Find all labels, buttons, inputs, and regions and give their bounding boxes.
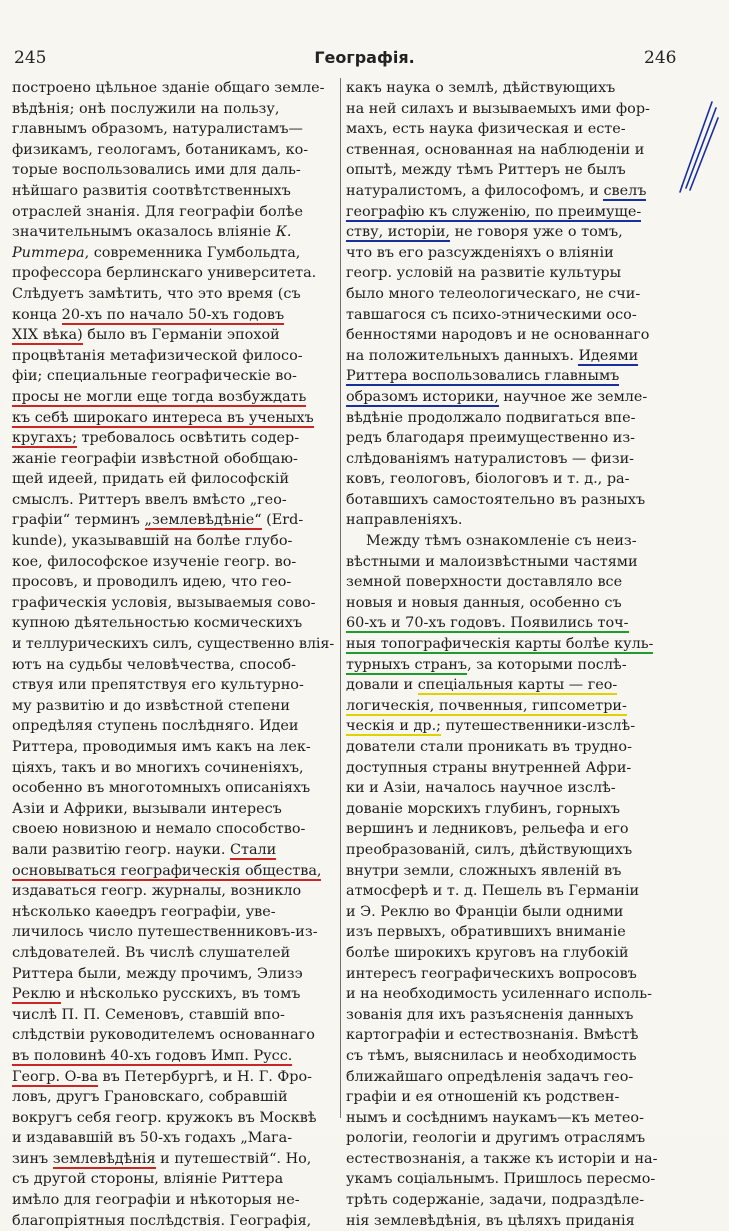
text-segment: слѣдованіямъ натуралистовъ — физи- [346,450,635,467]
text-segment: ближайшаго опредѣленія задачъ гео- [346,1068,634,1085]
text-line [12,1025,334,1046]
text-segment: геогр. условій на развитіе культуры [346,265,622,282]
underlined-text: образомъ историки, [346,388,499,405]
text-segment: ютъ на судьбы человѣчества, способ- [12,656,296,673]
text-line [12,799,334,820]
text-segment: процвѣтанія метафизической филосо- [12,347,303,364]
text-segment: какъ наука о землѣ, дѣйствующихъ [346,80,616,96]
text-segment: ботавшихъ самостоятельно въ разныхъ [346,491,646,508]
text-segment: съ другой стороны, вліяніе Риттера [12,1171,284,1188]
text-segment: ціяхъ, такъ и во многихъ сочиненіяхъ, [12,759,304,776]
text-segment: натуралистомъ, а философомъ, и [346,182,604,199]
text-line [346,984,694,1005]
text-segment: ствуя или препятствуя его культурно- [12,677,304,694]
text-segment: конца [12,306,62,323]
text-segment: нія землевѣдѣнія, въ цѣляхъ приданія [346,1212,635,1229]
text-line [12,1211,334,1231]
text-segment: нѣсколько каѳедръ географіи, уве- [12,903,276,920]
underlined-text: ныя топографическія карты болѣе куль- [346,636,654,653]
text-segment: торые воспользовались ими для даль- [12,162,301,179]
text-line [346,1190,694,1211]
text-line [12,881,334,902]
text-segment: слѣдствіи руководителемъ основаннаго [12,1027,315,1044]
text-line [12,263,334,284]
text-line [12,119,334,140]
text-segment: нѣйшаго развитія соотвѣтственныхъ [12,182,291,199]
text-segment: жаніе географіи извѣстной обобщаю- [12,450,298,467]
text-line [12,1108,334,1129]
text-line [12,78,334,99]
text-segment: кое, философское изученіе геогр. во- [12,553,297,570]
text-segment: бенностями народовъ и не основаннаго [346,327,650,344]
text-line [346,119,694,140]
underlined-text: логическія, почвенныя, гипсометри- [346,697,627,714]
text-line [12,902,334,923]
text-line [346,490,694,511]
text-segment: издаваться геогр. журналы, возникло [12,883,302,900]
text-column-left [12,78,334,1231]
underlined-text: турныхъ странъ [346,656,468,673]
text-segment: вокругъ себя геогр. кружокъ въ Москвѣ [12,1109,317,1126]
text-segment: опытѣ, между тѣмъ Риттеръ не былъ [346,162,626,179]
text-segment: картографіи и естествознанія. Вмѣстѣ [346,1027,639,1044]
text-segment: укамъ соціальнымъ. Пришлось пересмо- [346,1171,656,1188]
text-segment: вали развитію геогр. науки. [12,841,230,858]
text-segment: построено цѣльное зданіе общаго земле- [12,80,325,96]
underlined-text: свелъ [603,182,647,199]
text-line [12,1128,334,1149]
text-line [12,469,334,490]
text-line [346,1128,694,1149]
underlined-text: ческія и др.; [346,718,442,735]
text-line [346,861,694,882]
text-line [346,222,694,243]
text-line [12,1005,334,1026]
text-line [346,202,694,223]
text-line [12,943,334,964]
text-line [12,366,334,387]
underlined-text: землевѣдѣнія [52,1150,156,1167]
text-line [12,510,334,531]
text-line [12,737,334,758]
text-line [346,1149,694,1170]
text-line [12,449,334,470]
text-line [12,428,334,449]
text-segment: не говоря уже о томъ, [450,224,623,241]
text-line [12,140,334,161]
running-title: Географія. [314,48,415,67]
text-segment: естествознанія, а также къ исторіи и на- [346,1150,658,1167]
text-line [346,593,694,614]
text-segment: ки и Азіи, началось научное изслѣ- [346,780,616,797]
text-segment: графіи и ея отношеній къ родствен- [346,1089,620,1106]
text-line [12,408,334,429]
text-line [12,284,334,305]
text-line [346,1108,694,1129]
text-segment: атмосферѣ и т. д. Пешель въ Германіи [346,883,640,900]
text-segment: ковъ, геологовъ, біологовъ и т. д., ра- [346,471,630,488]
text-line [346,284,694,305]
text-line [12,387,334,408]
text-line [346,1025,694,1046]
text-segment: научное же земле- [498,388,648,405]
text-line [12,1149,334,1170]
underlined-text: основываться географическія общества, [12,862,322,879]
text-segment: вершинъ и ледниковъ, рельефа и его [346,821,629,838]
underlined-text: въ половинѣ 40-хъ годовъ Имп. Русс. [12,1047,293,1064]
underlined-text: Реклю [12,986,61,1003]
text-segment: просовъ, и проводилъ идею, что гео- [12,574,292,591]
text-line [346,243,694,264]
text-line [346,1169,694,1190]
text-line [346,552,694,573]
text-segment: профессора берлинскаго университета. [12,265,317,282]
text-segment: , за которыми послѣ- [467,656,627,673]
text-segment: К. [275,224,292,241]
text-segment: му развитію и до извѣстной степени [12,697,290,714]
underlined-text: ству, исторіи, [346,224,450,241]
page-number-left: 245 [14,48,47,68]
text-segment: новыя и новыя данныя, особенно съ [346,594,622,611]
text-line [346,613,694,634]
text-segment: на ней силахъ и вызываемыхъ ими фор- [346,100,650,117]
text-segment: графіи“ терминъ [12,512,145,529]
text-line [12,861,334,882]
text-line [346,675,694,696]
text-segment: значительнымъ оказалось вліяніе [12,224,276,241]
text-line [346,346,694,367]
text-line [346,263,694,284]
text-segment: зинъ [12,1150,53,1167]
text-segment: фіи; специальные географическіе во- [12,368,297,385]
text-line [12,758,334,779]
text-segment: что въ его разсужденіяхъ о вліяніи [346,244,614,261]
text-segment: зованія для ихъ разъясненія данныхъ [346,1006,634,1023]
text-line [12,655,334,676]
text-segment: ловъ, другъ Грановскаго, собравшій [12,1089,288,1106]
text-segment: изъ первыхъ, обратившихъ вниманіе [346,924,626,941]
text-segment: слѣдователей. Въ числѣ слушателей [12,944,291,961]
text-segment: преобразованій, силъ, дѣйствующихъ [346,841,633,858]
text-segment: требовалось освѣтить содер- [76,430,300,447]
text-line [12,572,334,593]
text-line [12,1067,334,1088]
text-segment: болѣе широкихъ круговъ на глубокій [346,944,629,961]
text-segment: купною дѣятельностью космическихъ [12,615,303,632]
text-line [12,531,334,552]
text-segment: было въ Германіи эпохой [82,327,280,344]
text-segment: вѣдѣнія; онѣ послужили на пользу, [12,100,280,117]
text-line [346,572,694,593]
text-line [346,696,694,717]
text-segment: довали и [346,677,418,694]
text-line [12,305,334,326]
text-segment: направленіяхъ. [346,512,463,529]
text-segment: въ Петербургѣ, и Н. Г. Фро- [97,1068,313,1085]
text-line [346,531,694,552]
text-segment: вѣстными и малоизвѣстными частями [346,553,638,570]
text-segment: особенно въ многотомныхъ описаніяхъ [12,780,311,797]
text-line [346,881,694,902]
text-line [346,387,694,408]
text-line [346,1046,694,1067]
text-segment: и нѣсколько русскихъ, въ томъ [60,986,301,1003]
text-line [12,716,334,737]
text-segment: вѣдѣніе продолжало подвигаться впе- [346,409,636,426]
text-segment: опредѣляя ступень послѣдняго. Идеи [12,718,299,735]
text-line [12,819,334,840]
text-segment: Слѣдуетъ замѣтить, что это время (съ [12,285,301,302]
text-line [12,202,334,223]
underlined-text: „землевѣдѣніе“ [144,512,262,529]
text-segment: личилось число путешественниковъ-из- [12,924,318,941]
text-segment: тавшагося съ психо-этническими осо- [346,306,637,323]
text-segment: графическія условія, вызываемыя сово- [12,594,316,611]
text-segment: физикамъ, геологамъ, ботаникамъ, ко- [12,141,309,158]
text-line [346,716,694,737]
text-line [12,99,334,120]
text-line [346,964,694,985]
text-segment: интересъ географическихъ вопросовъ [346,965,637,982]
text-segment: внутри земли, сложныхъ явленій въ [346,862,622,879]
text-line [346,408,694,429]
text-line [12,325,334,346]
text-line [12,1190,334,1211]
text-segment: ственная, основанная на наблюденіи и [346,141,645,158]
text-segment: Риттера [12,244,85,261]
text-line [12,243,334,264]
text-line [12,1046,334,1067]
underlined-text: Риттера воспользовались главнымъ [346,368,620,385]
text-segment: рологіи, геологіи и другимъ отраслямъ [346,1130,646,1147]
text-segment: Азіи и Африки, вызывали интересъ [12,800,282,817]
column-divider [340,78,341,1118]
text-line [346,737,694,758]
text-segment: путешественники-изслѣ- [441,718,636,735]
text-line [346,449,694,470]
text-segment: щей идеей, придать ей философскій [12,471,290,488]
text-segment: (Erd- [261,512,304,529]
text-line [346,1211,694,1231]
text-line [346,1005,694,1026]
text-line [346,428,694,449]
underlined-text: географію къ служенію, по преимуще- [346,203,642,220]
text-segment: на положительныхъ данныхъ. [346,347,579,364]
text-line [346,78,694,99]
text-segment: главнымъ образомъ, натуралистамъ— [12,121,303,138]
page-header [0,44,729,74]
page-number-right: 246 [644,48,677,68]
underlined-text: 20-хъ по начало 50-хъ годовъ [61,306,285,323]
text-line [12,222,334,243]
text-segment: и издававшій въ 50-хъ годахъ „Мага- [12,1130,293,1147]
text-line [346,758,694,779]
text-line [346,922,694,943]
text-line [346,1067,694,1088]
text-line [12,840,334,861]
text-segment: Между тѣмъ ознакомленіе съ неиз- [366,533,637,550]
underlined-text: 60-хъ и 70-хъ годовъ. Появились точ- [346,615,629,632]
text-segment: редъ благодаря преимущественно из- [346,430,636,447]
underlined-text: спеціальныя карты — гео- [417,677,618,694]
text-segment: имѣло для географіи и нѣкоторыя не- [12,1192,300,1209]
text-segment: благопріятныя послѣдствія. Географія, [12,1212,312,1229]
underlined-text: XIX вѣка) [12,327,83,344]
text-line [346,325,694,346]
text-line [12,593,334,614]
underlined-text: къ себѣ широкаго интереса въ ученыхъ [12,409,314,426]
text-line [12,778,334,799]
text-segment: махъ, есть наука физическая и есте- [346,121,626,138]
text-line [12,964,334,985]
text-line [346,181,694,202]
text-line [346,943,694,964]
text-line [12,696,334,717]
text-segment: смыслъ. Риттеръ ввелъ вмѣсто „гео- [12,491,287,508]
text-line [12,1169,334,1190]
text-line [12,181,334,202]
text-line [12,490,334,511]
text-segment: было много телеологическаго, не счи- [346,285,641,302]
text-line [346,99,694,120]
text-line [346,902,694,923]
text-segment: числѣ П. П. Семеновъ, ставшій впо- [12,1006,285,1023]
text-line [12,984,334,1005]
text-segment: земной поверхности доставляло все [346,574,623,591]
text-segment: и на необходимость усиленнаго исполь- [346,986,652,1003]
text-column-right [346,78,694,1231]
underlined-text: просы не могли еще тогда возбуждать [12,388,307,405]
text-line [346,140,694,161]
text-line [12,1087,334,1108]
text-line [346,1087,694,1108]
text-segment: Риттера были, между прочимъ, Элизэ [12,965,303,982]
text-line [346,655,694,676]
text-line [346,778,694,799]
text-line [12,675,334,696]
underlined-text: Стали [229,841,277,858]
text-segment: и путешествій“. Но, [155,1150,312,1167]
text-line [346,510,694,531]
text-line [12,634,334,655]
text-segment: доступныя страны внутренней Афри- [346,759,632,776]
text-line [12,922,334,943]
text-segment: дованіе морскихъ глубинъ, горныхъ [346,800,621,817]
text-segment: , современника Гумбольдта, [84,244,301,261]
text-line [346,305,694,326]
text-segment: и теллурическихъ силъ, существенно влія- [12,636,334,653]
underlined-text: Идеями [578,347,639,364]
text-line [346,469,694,490]
text-line [346,840,694,861]
text-line [12,552,334,573]
text-line [346,366,694,387]
text-segment: kunde), указывавшій на болѣе глубо- [12,533,293,550]
text-segment: Риттера, проводимыя имъ какъ на лек- [12,739,311,755]
text-line [346,160,694,181]
text-segment: и Э. Реклю во Франціи были одними [346,903,624,920]
text-line [346,819,694,840]
text-segment: отраслей знанія. Для географіи болѣе [12,203,303,220]
text-line [12,613,334,634]
text-segment: нымъ и сосѣднимъ наукамъ—къ метео- [346,1109,644,1126]
text-line [12,346,334,367]
underlined-text: Геогр. О-ва [12,1068,98,1085]
text-line [12,160,334,181]
text-segment: трѣть содержаніе, задачи, подраздѣле- [346,1192,645,1209]
text-line [346,799,694,820]
text-line [346,634,694,655]
text-segment: съ тѣмъ, выяснилась и необходимость [346,1047,637,1064]
text-segment: дователи стали проникать въ трудно- [346,739,632,755]
margin-marker-strokes [672,98,722,198]
text-segment: своею новизною и немало способство- [12,821,306,838]
underlined-text: кругахъ; [12,430,77,447]
